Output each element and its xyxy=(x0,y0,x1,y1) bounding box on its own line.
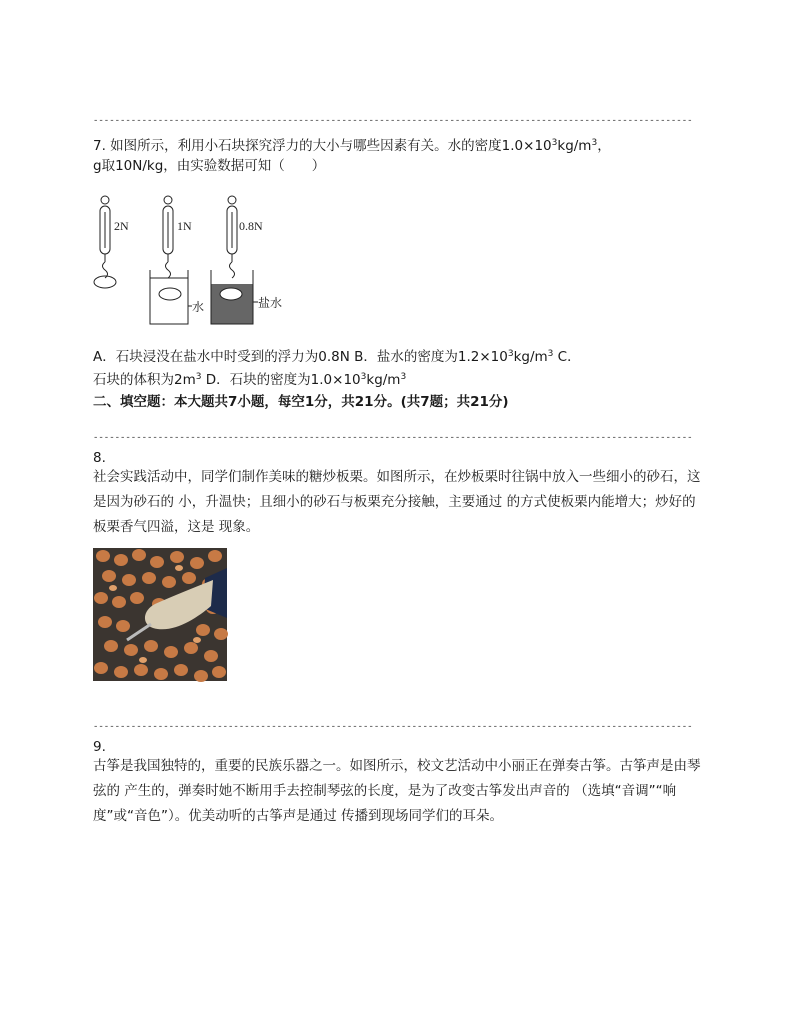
label-saltwater: 盐水 xyxy=(258,296,283,310)
q7-stem-line1: 7. 如图所示，利用小石块探究浮力的大小与哪些因素有关。水的密度$1.0\times 10^3kg/m^3$， xyxy=(93,138,611,154)
label-water: 水 xyxy=(192,300,205,314)
reading-1n: 1N xyxy=(177,219,192,233)
separator-line: --------------------------------------------------------------------------------------------------------------- xyxy=(93,722,693,732)
q8-number: 8. xyxy=(93,450,106,466)
separator-line: --------------------------------------------------------------------------------------------------------------- xyxy=(93,433,693,443)
reading-2n: 2N xyxy=(114,219,129,233)
section-heading-fill-in: 二、填空题：本大题共7小题，每空1分，共21分。(共7题；共21分) xyxy=(93,394,509,410)
separator-line: --------------------------------------------------------------------------------------------------------------- xyxy=(93,116,693,126)
q9-number: 9. xyxy=(93,739,106,755)
q7-options-line1: A．石块浸没在盐水中时受到的浮力为0.8N B．盐水的密度为$1.2\times 10^3kg/m^3$ C． xyxy=(93,349,581,365)
spring-scale-figure xyxy=(88,190,298,330)
q7-stem-line2: g取10N/kg，由实验数据可知（ ） xyxy=(93,158,326,174)
q7-options-line2: 石块的体积为$2m^3$ D．石块的密度为$1.0\times 10^3kg/m^3$ xyxy=(93,372,407,388)
reading-0.8n: 0.8N xyxy=(239,219,263,233)
q8-text: 社会实践活动中，同学们制作美味的糖炒板栗。如图所示，在炒板栗时往锅中放入一些细小的砂石，这是因为砂石的 小，升温快；且细小的砂石与板栗充分接触，主要通过 的方式使板栗内能增大；炒好的板栗香气四溢，这是 现象。 xyxy=(93,469,701,535)
chestnut-photo xyxy=(93,548,227,681)
q9-text: 古筝是我国独特的，重要的民族乐器之一。如图所示，校文艺活动中小丽正在弹奏古筝。古筝声是由琴弦的 产生的，弹奏时她不断用手去控制琴弦的长度，是为了改变古筝发出声音的 （选填“音调”“响度”或“音色”）。优美动听的古筝声是通过 传播到现场同学们的耳朵。 xyxy=(93,758,701,824)
